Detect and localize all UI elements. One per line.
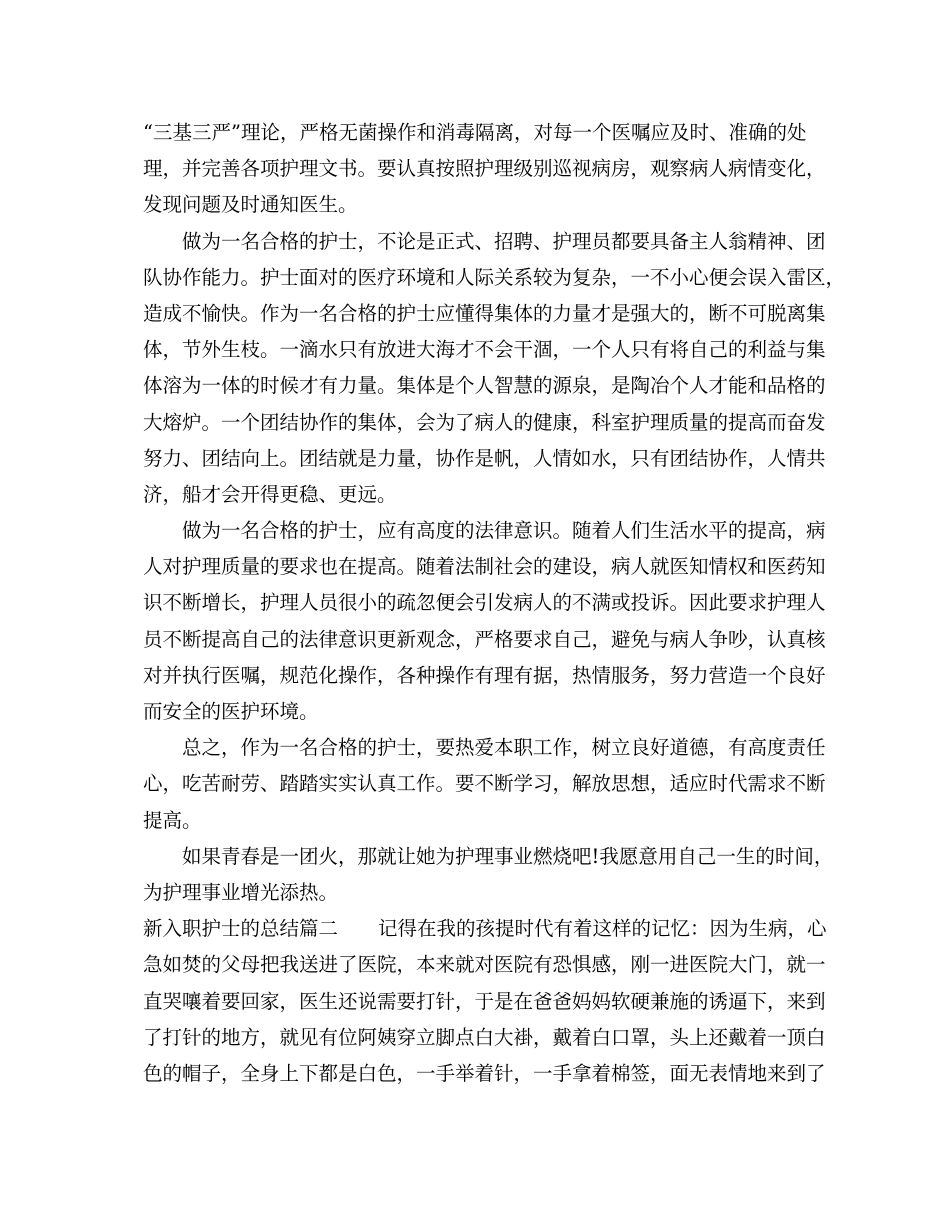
paragraph-2	[143, 224, 846, 514]
text-line: 人对护理质量的要求也在提高。随着法制社会的建设，病人就医知情权和医药知	[143, 555, 826, 579]
paragraph-5	[143, 839, 834, 911]
section-two	[143, 911, 827, 1092]
paragraph-3	[143, 513, 826, 730]
text-line: 色的帽子，全身上下都是白色，一手举着针，一手拿着棉签，面无表情地来到了	[143, 1061, 826, 1085]
text-line: 员不断提高自己的法律意识更新观念，严格要求自己，避免与病人争吵，认真核	[143, 627, 826, 651]
text-line: 大熔炉。一个团结协作的集体，会为了病人的健康，科室护理质量的提高而奋发	[143, 410, 826, 434]
text-line: 直哭嚷着要回家，医生还说需要打针，于是在爸爸妈妈软硬兼施的诱逼下，来到	[143, 989, 826, 1013]
text-line: 努力、团结向上。团结就是力量，协作是帆，人情如水，只有团结协作，人情共	[143, 446, 826, 470]
text-line: 理，并完善各项护理文书。要认真按照护理级别巡视病房，观察病人病情变化，	[143, 157, 826, 181]
text-line: 体，节外生枝。一滴水只有放进大海才不会干涸，一个人只有将自己的利益与集	[143, 338, 826, 362]
paragraph-4	[143, 730, 826, 839]
text-line: 了打针的地方，就见有位阿姨穿立脚点白大褂，戴着白口罩，头上还戴着一顶白	[143, 1025, 826, 1049]
text-line: 如果青春是一团火，那就让她为护理事业燃烧吧!我愿意用自己一生的时间，	[182, 844, 834, 868]
text-line: 急如焚的父母把我送进了医院，本来就对医院有恐惧感，刚一进医院大门，就一	[143, 953, 826, 977]
text-line: 心，吃苦耐劳、踏踏实实认真工作。要不断学习，解放思想，适应时代需求不断	[143, 772, 826, 796]
text-line: 济，船才会开得更稳、更远。	[143, 482, 397, 506]
text-line: 总之，作为一名合格的护士，要热爱本职工作，树立良好道德，有高度责任	[182, 736, 826, 760]
text-line: 队协作能力。护士面对的医疗环境和人际关系较为复杂，一不小心便会误入雷区，	[143, 265, 846, 289]
section-opening-text: 记得在我的孩提时代有着这样的记忆：因为生病，心	[378, 917, 827, 941]
paragraph-1	[143, 115, 826, 224]
section-title: 新入职护士的总结篇二	[143, 917, 339, 941]
text-line: 提高。	[143, 808, 202, 832]
text-line: 识不断增长，护理人员很小的疏忽便会引发病人的不满或投诉。因此要求护理人	[143, 591, 826, 615]
text-line: 对并执行医嘱，规范化操作，各种操作有理有据，热情服务，努力营造一个良好	[143, 663, 826, 687]
text-line: 为护理事业增光添热。	[143, 880, 339, 904]
text-line: 而安全的医护环境。	[143, 700, 319, 723]
document-body	[143, 115, 846, 1092]
text-line: 做为一名合格的护士，不论是正式、招聘、护理员都要具备主人翁精神、团	[182, 229, 826, 253]
text-line: 体溶为一体的时候才有力量。集体是个人智慧的源泉，是陶冶个人才能和品格的	[143, 374, 826, 398]
text-line: 做为一名合格的护士，应有高度的法律意识。随着人们生活水平的提高，病	[182, 519, 826, 543]
section-first-line	[143, 911, 827, 947]
text-line: “三基三严”理论，严格无菌操作和消毒隔离，对每一个医嘱应及时、准确的处	[143, 121, 807, 144]
text-line: 造成不愉快。作为一名合格的护士应懂得集体的力量才是强大的，断不可脱离集	[143, 301, 826, 325]
text-line: 发现问题及时通知医生。	[143, 193, 358, 217]
